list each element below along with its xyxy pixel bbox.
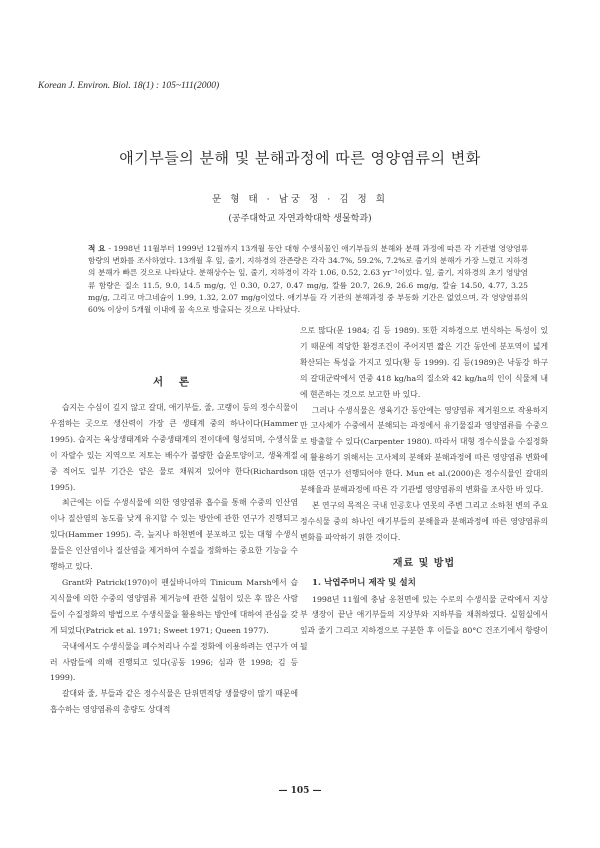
paragraph: 습지는 수심이 깊지 않고 갈대, 애기부들, 줄, 고랭이 등의 정수식물이 우점하는 곳으로 생산력이 가장 큰 생태계 중의 하나이다(Hammer 1995). 습지는 육상생태계와 수중생태계의 전이대에 형성되며, 수생식물이 자랄수 있는 지역으로 저토는 배수가 불량한 습윤토양이고, 생육계절 중 적어도 일부 기간은 얕은 물로 채워져 있어야 한다(Richardson 1995). xyxy=(50,403,298,492)
paragraph: 으로 많다(문 1984; 김 등 1989). 또한 지하경으로 번식하는 특성이 있기 때문에 적당한 환경조건이 주어지면 짧은 기간 동안에 분포역이 넓게 확산되는 특성을 가지고 있다(황 등 1999). 김 등(1989)은 낙동강 하구의 갈대군락에서 연중 418 kg/ha의 질소와 42 kg/ha의 인이 식물체 내에 현존하는 것으로 보고한 바 있다. xyxy=(300,326,548,399)
abstract-label: 적 요 xyxy=(88,244,106,253)
page-number: — 105 — xyxy=(278,786,322,796)
section-title-methods: 재료 및 방법 xyxy=(392,557,456,569)
paragraph: 최근에는 이들 수생식물에 의한 영양염류 흡수를 통해 수중의 인산염이나 질산염의 농도를 낮게 유지할 수 있는 방안에 관한 연구가 진행되고 있다(Hammer 1995). 즉, 늪지나 하천변에 분포하고 있는 대형 수생식물들은 인산염이나 질산염을 제거하여 수질을 정화하는 중요한 기능을 수행하고 있다. xyxy=(50,498,298,572)
section-title: 서 론 xyxy=(153,376,195,388)
right-column xyxy=(300,323,548,655)
paragraph: 그러나 수생식물은 생육기간 동안에는 영양염류 제거원으로 작용하지만 고사체가 수중에서 분해되는 과정에서 유기물질과 영양염류를 수중으로 방출할 수 있다(Carpenter 1980). 따라서 대형 정수식물을 수질정화에 활용하기 위해서는 고사체의 분해와 분해과정에 따른 영양염류 변화에 대한 연구가 선행되어야 한다. Mun et al.(2000)은 정수식물인 갈대의 분해율과 분해과정에 따른 각 기관별 영양염류의 변화를 조사한 바 있다. xyxy=(300,405,548,495)
affiliation: (공주대학교 자연과학대학 생물학과) xyxy=(228,214,372,224)
section-heading-intro xyxy=(50,374,298,400)
authors: 문 형 태 · 남궁 정 · 김 정 희 xyxy=(212,194,388,205)
paragraph: 1998년 11월에 충남 옹천면에 있는 수로의 수생식물 군락에서 지상부 생장이 끝난 애기부들의 지상부와 지하부를 채취하였다. 실험실에서 잎과 줄기 그리고 지하경으로 구분한 후 이들을 80°C 건조기에서 항량이 될 xyxy=(300,594,548,652)
paragraph: 본 연구의 목적은 국내 인공호나 연못의 주변 그리고 소하천 변의 주요 정수식물 중의 하나인 애기부들의 분해율과 분해과정에 따른 영양염류의 변화를 파악하기 위한 것이다. xyxy=(300,500,548,542)
paper-title: 애기부들의 분해 및 분해과정에 따른 영양염류의 변화 xyxy=(119,149,481,167)
subsection-title: 1. 낙엽주머니 제작 및 설치 xyxy=(312,577,416,588)
abstract-text: - 1998년 11월부터 1999년 12월까지 13개월 동안 대형 수생식물인 애기부들의 분해와 분해 과정에 따른 각 기관별 영양염류 함량의 변화를 조사하였다. 13개월 후 잎, 줄기, 지하경의 잔존량은 각각 34.7%, 59.2%, 7.2%로 줄기의 분해가 가장 느렸고 지하경의 분해가 빠른 것으로 나타났다. 분해상수는 잎, 줄기, 지하경이 각각 1.06, 0.52, 2.63 yr⁻¹이었다. 잎, 줄기, 지하경의 초기 영양염류 함량은 질소 11.5, 9.0, 14.5 mg/g, 인 0.30, 0.27, 0.47 mg/g, 칼륨 20.7, 26.9, 26.6 mg/g, 칼슘 14.50, 4.77, 3.25 mg/g, 그리고 마그네슘이 1.99, 1.32, 2.07 mg/g이었다. 애기부들 각 기관의 분해과정 중 부동화 기간은 없었으며, 각 영양염류의 60% 이상이 5개월 이내에 물 속으로 방출되는 것으로 나타났다. xyxy=(88,244,528,315)
paragraph: Grant와 Patrick(1970)이 펜실바니아의 Tinicum Marsh에서 습지식물에 의한 수중의 영양염류 제거능에 관한 실험이 있은 후 많은 사람들이 수질정화의 방법으로 수생식물을 활용하는 방안에 대하여 관심을 갖게 되었다(Patrick et al. 1971; Sweet 1971; Queen 1977). xyxy=(50,577,298,635)
paragraph: 갈대와 줄, 부들과 같은 정수식물은 단위면적당 생물량이 많기 때문에 흡수하는 영양염류의 총량도 상대적 xyxy=(50,689,298,715)
abstract xyxy=(88,243,528,316)
left-column xyxy=(50,400,298,718)
journal-header: Korean J. Environ. Biol. 18(1) : 105~111(2000) xyxy=(38,81,220,91)
paragraph: 국내에서도 수생식물을 폐수처리나 수질 정화에 이용하려는 연구가 여러 사람들에 의해 진행되고 있다(공동 1996; 심과 한 1998; 김 등 1999). xyxy=(50,641,298,683)
